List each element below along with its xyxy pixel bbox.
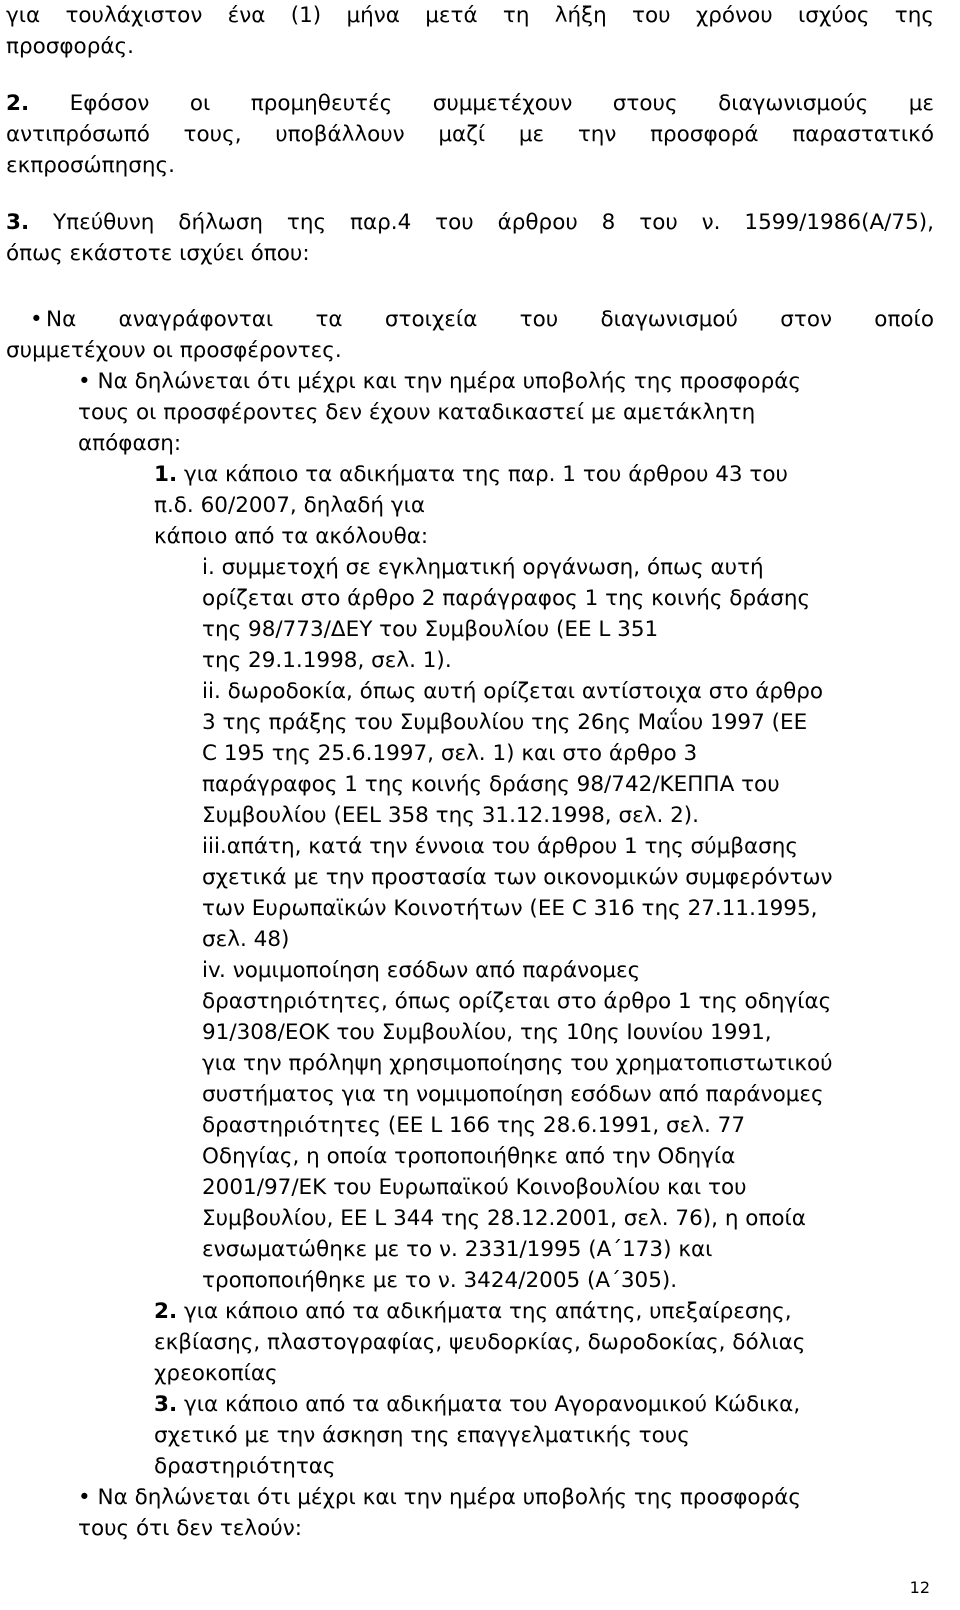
item-2-line: εκπροσώπησης. bbox=[6, 153, 175, 178]
roman-iv-line: για την πρόληψη χρησιμοποίησης του χρηματοπιστωτικού bbox=[202, 1051, 833, 1076]
sub-item-3-line: σχετικό με την άσκηση της επαγγελματικής τους bbox=[154, 1423, 690, 1448]
roman-i-line: i. συμμετοχή σε εγκληματική οργάνωση, όπως αυτή bbox=[202, 555, 764, 580]
roman-iv-line: συστήματος για τη νομιμοποίηση εσόδων από παράνομες bbox=[202, 1082, 824, 1107]
item-3-line: όπως εκάστοτε ισχύει όπου: bbox=[6, 241, 310, 266]
item-number: 3. bbox=[6, 210, 30, 235]
sub-item-number: 2. bbox=[154, 1299, 178, 1324]
roman-iv-line: Οδηγίας, η οποία τροποποιήθηκε από την Οδηγία bbox=[202, 1144, 736, 1169]
roman-ii-line: παράγραφος 1 της κοινής δράσης 98/742/ΚΕΠΠΑ του bbox=[202, 772, 780, 797]
sub-item-1-line: π.δ. 60/2007, δηλαδή για bbox=[154, 493, 426, 518]
bullet-2-line: απόφαση: bbox=[78, 431, 182, 456]
sub-item-text: για κάποιο τα αδικήματα της παρ. 1 του άρθρου 43 του bbox=[183, 462, 788, 487]
sub-item-number: 1. bbox=[154, 462, 178, 487]
paragraph-line: για τουλάχιστον ένα (1) μήνα μετά τη λήξη του χρόνου ισχύος της bbox=[6, 3, 934, 28]
item-text: Υπεύθυνη δήλωση της παρ.4 του άρθρου 8 του ν. 1599/1986(Α/75), bbox=[53, 210, 934, 235]
sub-item-1-line: κάποιο από τα ακόλουθα: bbox=[154, 524, 429, 549]
roman-iii-line: iii.απάτη, κατά την έννοια του άρθρου 1 της σύμβασης bbox=[202, 834, 799, 859]
roman-iv-line: δραστηριότητες, όπως ορίζεται στο άρθρο 1 της οδηγίας bbox=[202, 989, 832, 1014]
sub-item-text: για κάποιο από τα αδικήματα της απάτης, υπεξαίρεσης, bbox=[183, 1299, 792, 1324]
page-number: 12 bbox=[909, 1578, 930, 1597]
roman-iv-line: τροποποιήθηκε με το ν. 3424/2005 (Α΄305). bbox=[202, 1268, 678, 1293]
roman-ii-line: C 195 της 25.6.1997, σελ. 1) και στο άρθρο 3 bbox=[202, 741, 698, 766]
sub-item-2-line: χρεοκοπίας bbox=[154, 1361, 278, 1386]
bullet-1-line: συμμετέχουν οι προσφέροντες. bbox=[6, 338, 342, 363]
item-text: Εφόσον οι προμηθευτές συμμετέχουν στους διαγωνισμούς με bbox=[69, 91, 934, 116]
roman-iii-line: σχετικά με την προστασία των οικονομικών συμφερόντων bbox=[202, 865, 833, 890]
sub-item-number: 3. bbox=[154, 1392, 178, 1417]
roman-i-line: της 29.1.1998, σελ. 1). bbox=[202, 648, 452, 673]
sub-item-3-line: δραστηριότητας bbox=[154, 1454, 336, 1479]
roman-iv-line: 2001/97/ΕΚ του Ευρωπαϊκού Κοινοβουλίου και του bbox=[202, 1175, 747, 1200]
roman-iv-line: ενσωματώθηκε με το ν. 2331/1995 (Α΄173) και bbox=[202, 1237, 713, 1262]
sub-item-2-line bbox=[154, 1296, 792, 1327]
bullet-icon: • bbox=[30, 307, 43, 332]
roman-ii-line: ii. δωροδοκία, όπως αυτή ορίζεται αντίστοιχα στο άρθρο bbox=[202, 679, 824, 704]
item-number: 2. bbox=[6, 91, 30, 116]
sub-item-2-line: εκβίασης, πλαστογραφίας, ψευδορκίας, δωροδοκίας, δόλιας bbox=[154, 1330, 806, 1355]
roman-iii-line: σελ. 48) bbox=[202, 927, 290, 952]
roman-ii-line: 3 της πράξης του Συμβουλίου της 26ης Μαΐου 1997 (ΕΕ bbox=[202, 710, 808, 735]
roman-iv-line: Συμβουλίου, ΕΕ L 344 της 28.12.2001, σελ. 76), η οποία bbox=[202, 1206, 806, 1231]
bullet-text: Να δηλώνεται ότι μέχρι και την ημέρα υποβολής της προσφοράς bbox=[97, 1485, 802, 1510]
sub-item-1-line bbox=[154, 459, 788, 490]
roman-iii-line: των Ευρωπαϊκών Κοινοτήτων (ΕΕ C 316 της 27.11.1995, bbox=[202, 896, 818, 921]
bullet-icon: • bbox=[78, 369, 91, 394]
item-3-line bbox=[6, 207, 934, 238]
sub-item-3-line bbox=[154, 1389, 800, 1420]
item-2-line: αντιπρόσωπό τους, υποβάλλουν μαζί με την προσφορά παραστατικό bbox=[6, 122, 934, 147]
bullet-text: Να δηλώνεται ότι μέχρι και την ημέρα υποβολής της προσφοράς bbox=[97, 369, 802, 394]
bullet-2-line: τους οι προσφέροντες δεν έχουν καταδικαστεί με αμετάκλητη bbox=[78, 400, 756, 425]
sub-item-text: για κάποιο από τα αδικήματα του Αγορανομικού Κώδικα, bbox=[183, 1392, 801, 1417]
roman-ii-line: Συμβουλίου (EEL 358 της 31.12.1998, σελ. 2). bbox=[202, 803, 700, 828]
roman-i-line: της 98/773/ΔΕΥ του Συμβουλίου (ΕΕ L 351 bbox=[202, 617, 659, 642]
roman-iv-line: 91/308/ΕΟΚ του Συμβουλίου, της 10ης Ιουνίου 1991, bbox=[202, 1020, 772, 1045]
bullet-icon: • bbox=[78, 1485, 91, 1510]
paragraph-line: προσφοράς. bbox=[6, 34, 134, 59]
bullet-2-line bbox=[78, 366, 801, 397]
item-2-line bbox=[6, 88, 934, 119]
bullet-1-line: Να αναγράφονται τα στοιχεία του διαγωνισμού στον οποίο bbox=[46, 307, 934, 332]
roman-iv-line: δραστηριότητες (ΕΕ L 166 της 28.6.1991, σελ. 77 bbox=[202, 1113, 746, 1138]
bullet-3-line bbox=[78, 1482, 801, 1513]
roman-i-line: ορίζεται στο άρθρο 2 παράγραφος 1 της κοινής δράσης bbox=[202, 586, 811, 611]
bullet-3-line: τους ότι δεν τελούν: bbox=[78, 1516, 302, 1541]
roman-iv-line: iv. νομιμοποίηση εσόδων από παράνομες bbox=[202, 958, 641, 983]
